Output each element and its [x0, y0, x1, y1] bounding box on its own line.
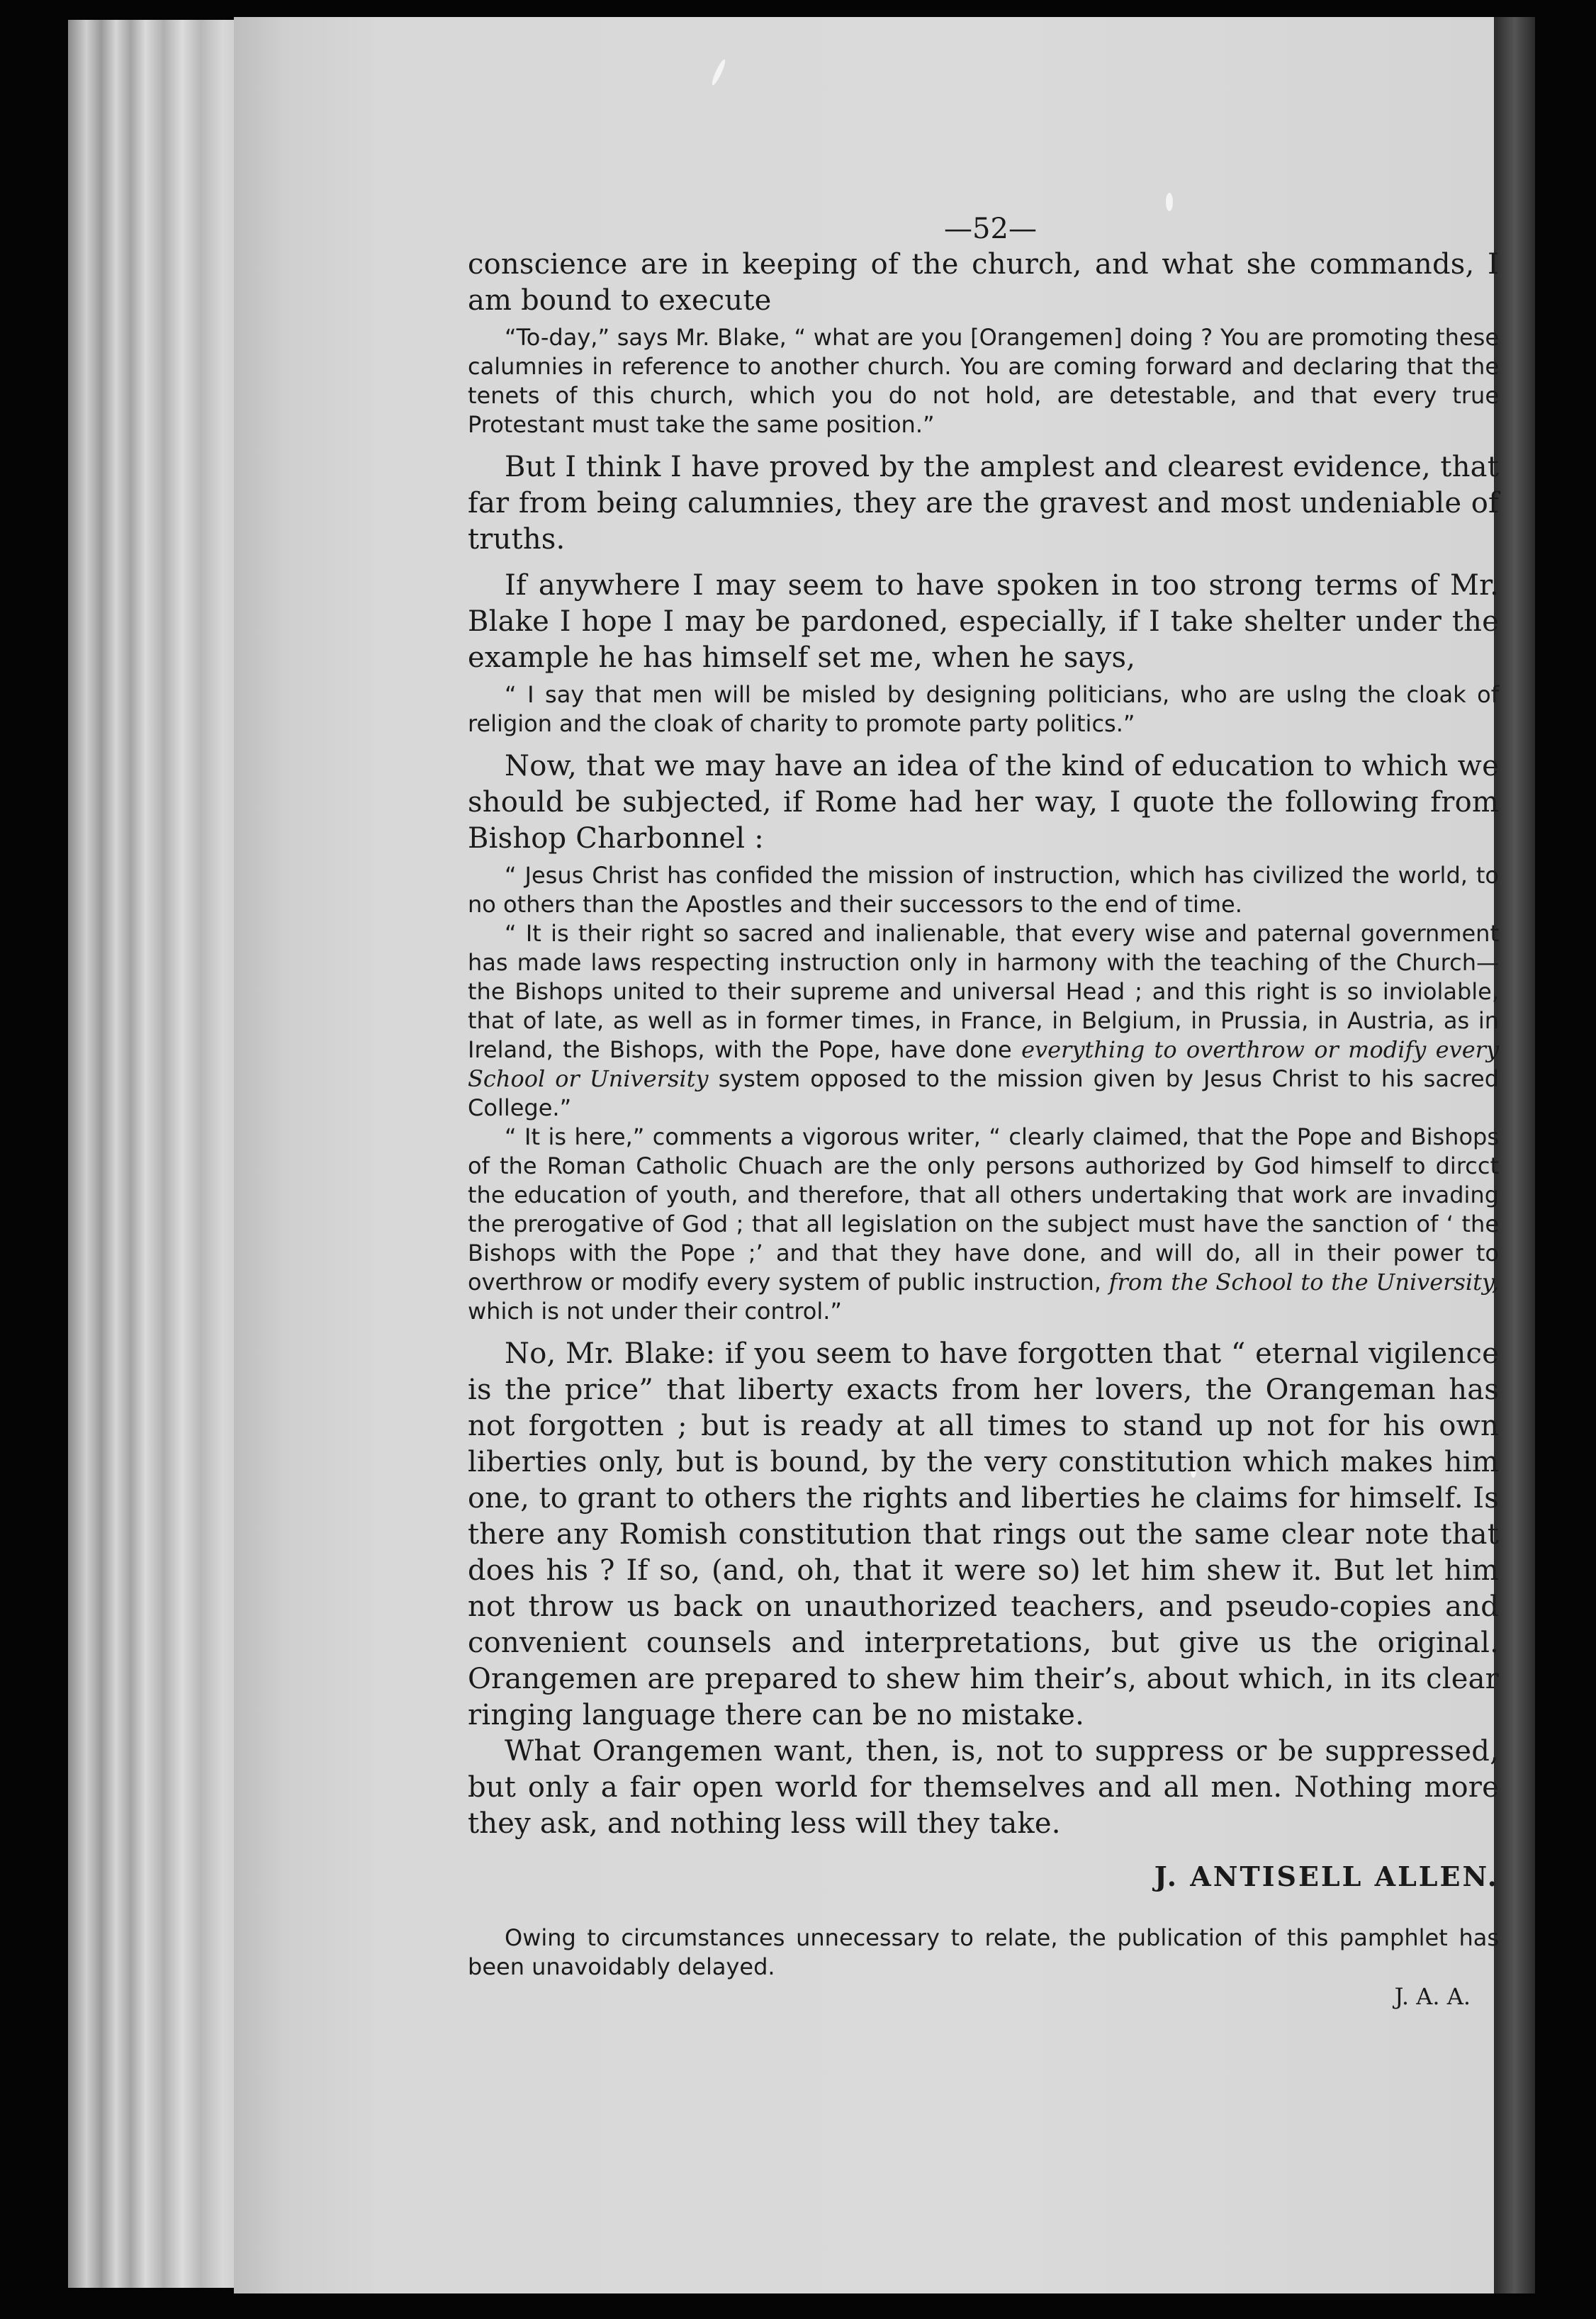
page-text — [468, 213, 1499, 2010]
quote-blake-misled: “ I say that men will be misled by designing politicians, who are uslng the cloak of religion and the cloak of charity to promote party politics.” — [468, 681, 1499, 737]
quote-text: “ It is their right so sacred and inalienable, that every wise and paternal government has made laws respecting instruction only in harmony with the teaching of the Church—the Bishops united to their supreme and universal Head ; and this right is so inviolable, that of late, as well as in former times, in France, in Belgium, in Prussia, in Austria, as in Ireland, the Bishops, with the Pope, have done — [468, 920, 1499, 1063]
author-signature: J. ANTISELL ALLEN. — [1154, 1860, 1499, 1892]
paragraph-proved: But I think I have proved by the amplest and clearest evidence, that far from being calumnies, they are the gravest and most undeniable of truths. — [468, 451, 1499, 556]
paragraph-no-mr-blake: No, Mr. Blake: if you seem to have forgotten that “ eternal vigilence is the price” that liberty exacts from her lovers, the Orangeman has not forgotten ; but is ready at all times to stand up not for his own liberties only, but is bound, by the very constitution which makes him one, to grant to others the rights and liberties he claims for himself. Is there any Romish constitution that rings out the same clear note that does his ? If so, (and, oh, that it were so) let him shew it. But let him not throw us back on unauthorized teachers, and pseudo-copies and convenient counsels and interpretations, but give us the original. Orangemen are prepared to shew him their’s, about which, in its clear ringing language there can be no mistake. — [468, 1337, 1499, 1731]
quote-italic: from the School to the University, — [1108, 1269, 1500, 1296]
quote-charbonnel-right — [468, 919, 1499, 1123]
paragraph-orangemen-want: What Orangemen want, then, is, not to suppress or be suppressed, but only a fair open world for themselves and all men. Nothing more they ask, and nothing less will they take. — [468, 1735, 1499, 1840]
quote-vigorous-writer — [468, 1123, 1499, 1326]
quote-italic: everything to overthrow or modify every School or University — [468, 1036, 1500, 1092]
quote-text: “ It is here,” comments a vigorous writer, “ clearly claimed, that the Pope and Bishops of the Roman Catholic Chuach are the only persons authorized by God himself to dircct the education of youth, and therefore, that all others undertaking that work are invading the prerogative of God ; that all legislation on the subject must have the sanction of ‘ the Bishops with the Pope ;’ and that they have done, and will do, all in their power to overthrow or modify every system of public instruction, — [468, 1123, 1499, 1296]
quote-text: system opposed to the mission given by Jesus Christ to his sacred College.” — [468, 1065, 1500, 1121]
paragraph-conscience: conscience are in keeping of the church, and what she commands, I am bound to execute — [468, 248, 1499, 317]
quote-blake-today: “To-day,” says Mr. Blake, “ what are you [Orangemen] doing ? You are promoting these calumnies in reference to another church. You are coming forward and declaring that the tenets of this church, which you do not hold, are detestable, and that every true Protestant must take the same position.” — [468, 324, 1499, 438]
paragraph-education: Now, that we may have an idea of the kind of education to which we should be subjected, if Rome had her way, I quote the following from Bishop Charbonnel : — [468, 750, 1499, 855]
page-number: —52— — [944, 213, 1037, 245]
scan-speck — [1166, 193, 1173, 211]
quote-charbonnel-mission: “ Jesus Christ has confided the mission of instruction, which has civilized the world, to no others than the Apostles and their successors to the end of time. — [468, 862, 1499, 918]
paragraph-strong-terms: If anywhere I may seem to have spoken in too strong terms of Mr. Blake I hope I may be pardoned, especially, if I take shelter under the example he has himself set me, when he says, — [468, 569, 1499, 674]
quote-text: which is not under their control.” — [468, 1298, 842, 1325]
page-edges — [68, 20, 252, 2288]
publication-note: Owing to circumstances unnecessary to relate, the publication of this pamphlet has been unavoidably delayed. — [468, 1924, 1499, 1980]
author-initials: J. A. A. — [1394, 1983, 1471, 2010]
book-binding — [1494, 17, 1535, 2293]
